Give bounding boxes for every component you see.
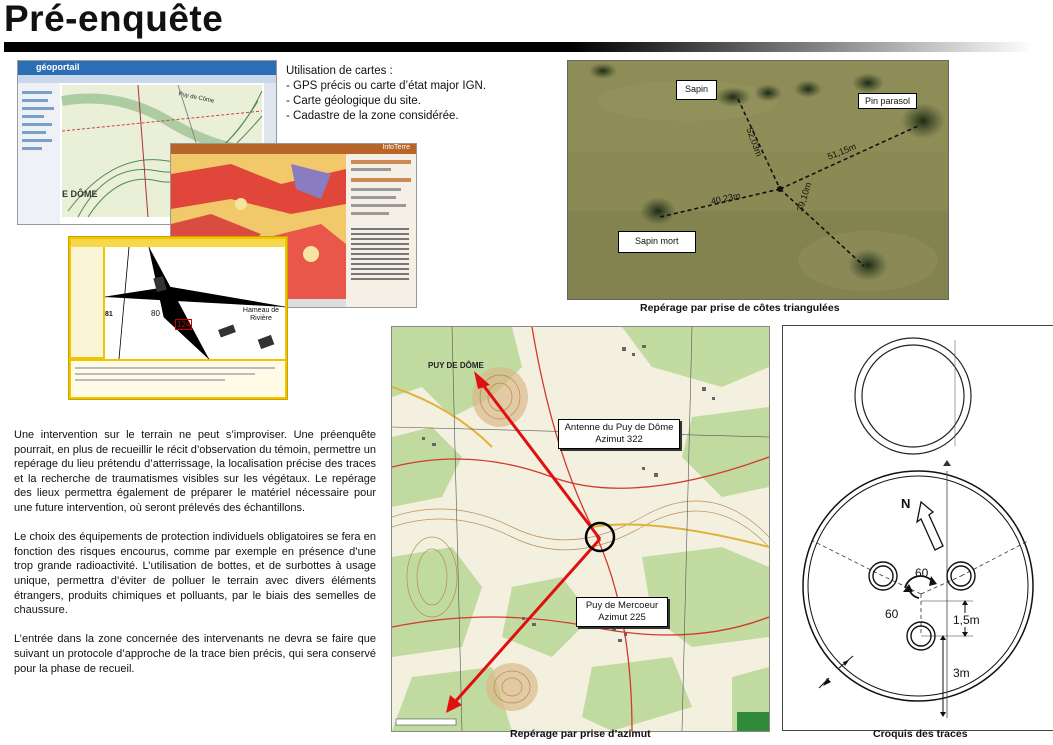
angle-label: 60 [915, 566, 929, 580]
topo-label-line: Azimut 322 [595, 434, 643, 445]
aerial-caption: Repérage par prise de côtes triangulées [640, 302, 840, 314]
topo-caption: Repérage par prise d’azimut [510, 728, 651, 740]
aerial-label-sapin-mort: Sapin mort [618, 231, 696, 253]
north-label: N [901, 496, 911, 511]
geoportail-logo: géoportail [36, 62, 80, 72]
map-usage-item: - Carte géologique du site. [286, 95, 421, 107]
geo-place-label: Puy de Côme [177, 91, 215, 105]
map-usage-item: - GPS précis ou carte d’état major IGN. [286, 80, 487, 92]
cadastre-number: 124 [177, 320, 191, 329]
cadastre-number: 80 [151, 309, 160, 318]
title-underline-bar [4, 42, 1034, 52]
body-paragraph: Le choix des équipements de protection individuels obligatoires se fera en fonction des risques encourus, comme par exemple en présence d’une trop grande radioactivité. L’utilisation de bottes, et de surbottes à usage unique, permettra d’éviter de polluer le terrain avec divers éléments étrangers, produits chimiques et polluants, par le biais des semelles de chaussure. [14, 531, 376, 617]
distance-label: 3m [953, 666, 970, 680]
distance-label: 51,15m [825, 141, 858, 162]
cadastre-screenshot [68, 236, 288, 400]
distance-label: 39,10m [794, 181, 814, 213]
topo-map [391, 326, 770, 732]
aerial-label-pin-parasol: Pin parasol [858, 93, 917, 109]
body-text [14, 428, 376, 691]
topo-label-line: Antenne du Puy de Dôme [564, 422, 674, 433]
map-usage-list [286, 64, 486, 124]
aerial-photo [567, 60, 949, 300]
distance-label: 40,23m [709, 190, 742, 207]
topo-label-antenne [558, 419, 680, 449]
geo-place-label: E DÔME [62, 189, 98, 199]
angle-label: 60 [885, 607, 899, 621]
cadastre-place-label: Hameau de Rivière [242, 307, 280, 322]
map-usage-item: - Cadastre de la zone considérée. [286, 110, 459, 122]
topo-label-line: Puy de Mercoeur [585, 600, 659, 611]
infoterre-title: InfoTerre [382, 144, 410, 151]
distance-label: 1,5m [953, 613, 980, 627]
traces-sketch [782, 325, 1053, 731]
topo-label-mercoeur [576, 597, 668, 627]
topo-label-line: Azimut 225 [598, 612, 646, 623]
distance-label: 52,03m [744, 126, 765, 158]
body-paragraph: L’entrée dans la zone concernée des intervenants ne devra se faire que suivant un protocole d’approche de la trace bien précis, qui sera conservé pour la phase de recueil. [14, 633, 376, 675]
cadastre-number: 81 [105, 311, 113, 318]
topo-place-label: PUY DE DÔME [428, 361, 484, 370]
body-paragraph: Une intervention sur le terrain ne peut s’improviser. Une préenquête pourrait, en plus de recueillir le récit d’observation du témoin, permettre un repérage du lieu prétendu d’atterrissage, la localisation précise des traces et la recherche de traumatismes visibles sur les végétaux. Le repérage des lieux permettra également de préparer le matériel nécessaire pour une future intervention, où seront prélevés des échantillons. [14, 429, 376, 514]
page-title: Pré-enquête [4, 0, 224, 39]
map-usage-heading: Utilisation de cartes : [286, 65, 393, 77]
aerial-label-sapin: Sapin [676, 80, 717, 100]
sketch-caption: Croquis des traces [873, 728, 968, 740]
